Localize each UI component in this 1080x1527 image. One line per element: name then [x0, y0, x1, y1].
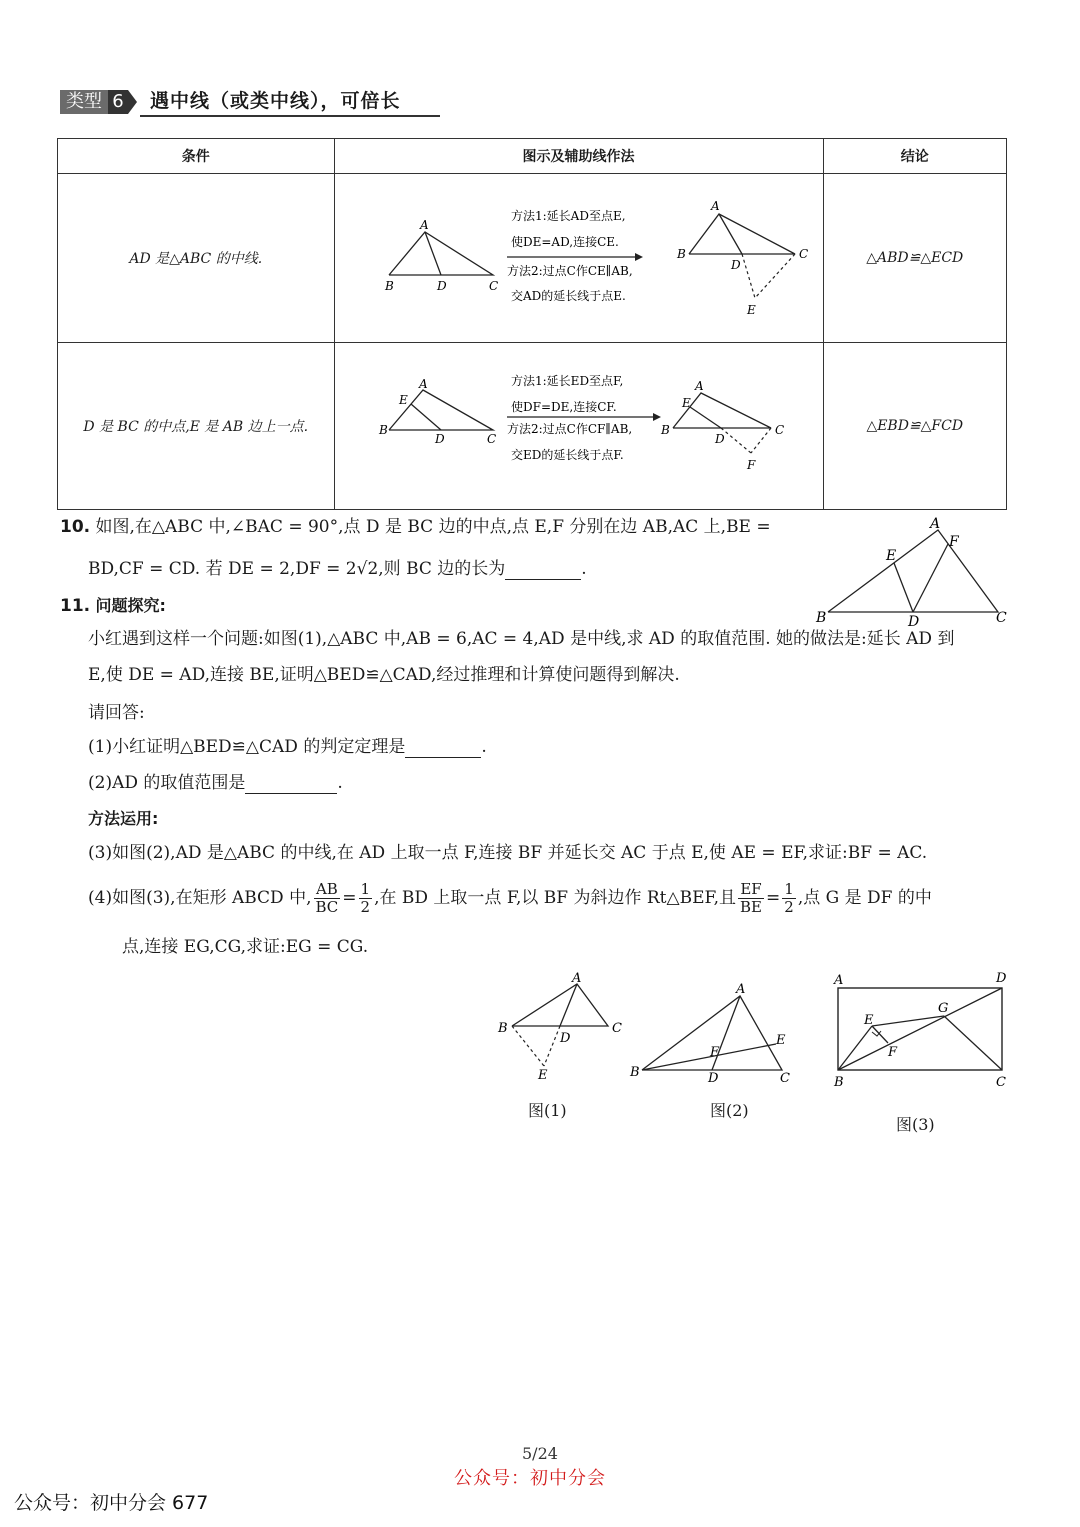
caption-figure-3: 图(3) [896, 1115, 935, 1134]
row2-extension [721, 428, 751, 453]
problem10-label-a: A [930, 516, 941, 532]
problem11-p2: E,使 DE = AD,连接 BE,证明△BED≌△CAD,经过推理和计算使问题得到解决. [88, 665, 680, 685]
fig1-triangle [512, 984, 608, 1026]
fig3-label-a: A [834, 973, 844, 988]
row1-method1: 方法1:延长AD至点E, [510, 209, 626, 223]
methods-table [57, 138, 1007, 510]
row2-right-label-f: F [746, 458, 755, 472]
problem10-label-f: F [949, 534, 959, 550]
row2-left-ed [411, 404, 441, 430]
fig2-label-e: E [776, 1033, 786, 1048]
fraction-one-half-1 [359, 881, 373, 916]
problem10-df [913, 544, 948, 612]
row2-right-label-a: A [694, 379, 704, 393]
row1-method1b: 使DE=AD,连接CE. [510, 235, 619, 249]
problem11-q2 [88, 772, 343, 794]
section-title: 遇中线（或类中线），可倍长 [150, 90, 401, 112]
problem11-q1-period: . [481, 737, 487, 757]
fig3-label-e: E [864, 1013, 874, 1028]
fig3-label-d: D [996, 971, 1007, 986]
row2-method1: 方法1:延长ED至点F, [510, 374, 623, 388]
problem11-p3: 请回答: [88, 703, 145, 723]
row1-right-triangle [689, 214, 795, 254]
fig3-gc [944, 1016, 1002, 1070]
equals-2: = [766, 888, 781, 908]
frac4-num: 1 [784, 879, 794, 898]
problem10-text2: BD,CF = CD. 若 DE = 2,DF = 2√2,则 BC 边的长为 [88, 559, 506, 579]
row2-left-label-d: D [434, 432, 445, 446]
type-label: 类型 [60, 90, 108, 114]
problem11-q4 [88, 876, 932, 920]
figure-3 [826, 966, 1016, 1096]
fig3-eg [872, 1016, 944, 1026]
problem10-label-b: B [816, 610, 827, 626]
row1-left-label-a: A [419, 218, 429, 232]
badge-arrow-icon [128, 90, 137, 114]
problem11-q4-line2: 点,连接 EG,CG,求证:EG = CG. [122, 937, 369, 957]
row2-left-label-b: B [378, 423, 388, 437]
row1-right-label-c: C [798, 247, 808, 261]
problem10-line1 [60, 516, 771, 538]
row1-left-median [425, 232, 441, 275]
row1-right-label-d: D [730, 258, 741, 272]
frac2-den: 2 [360, 897, 371, 916]
fig1-median [560, 984, 577, 1026]
row1-method2b: 交AD的延长线于点E. [510, 289, 626, 303]
row2-left-label-e: E [398, 393, 408, 407]
row1-right-label-a: A [710, 199, 720, 213]
row2-right-ed [690, 407, 721, 428]
fig3-be [838, 1026, 872, 1070]
fraction-ef-be [738, 881, 764, 916]
header-figure: 图示及辅助线作法 [334, 139, 823, 174]
fig1-be [512, 1026, 544, 1066]
fig3-diagonal-bd [838, 988, 1002, 1070]
fig1-label-b: B [498, 1021, 508, 1036]
row2-arrow-head-icon [653, 413, 661, 421]
fig3-label-b: B [834, 1075, 844, 1090]
fig2-label-a: A [736, 982, 746, 997]
page-number: 5/24 [522, 1444, 558, 1463]
problem11-head2: 方法运用: [88, 809, 159, 828]
problem11-q4-part-a: (4)如图(3),在矩形 ABCD 中, [88, 888, 312, 908]
problem11-head [60, 595, 166, 617]
row2-method2: 方法2:过点C作CF∥AB, [506, 422, 632, 436]
footer-left-text: 公众号：初中分会 677 [14, 1492, 209, 1514]
row2-condition: D 是 BC 的中点,E 是 AB 边上一点. [58, 343, 335, 510]
figure-2 [626, 978, 806, 1088]
row2-right-label-c: C [774, 423, 784, 437]
row2-left-label-c: C [486, 432, 496, 446]
fraction-ab-bc [314, 881, 341, 916]
fig1-label-d: D [560, 1031, 571, 1046]
row1-ce-line [755, 254, 795, 298]
header-condition: 条件 [58, 139, 335, 174]
problem10-number: 10. [60, 517, 91, 537]
problem11-q2-blank[interactable] [245, 775, 337, 794]
fig2-label-d: D [708, 1071, 719, 1086]
table-row [58, 174, 1007, 343]
fraction-one-half-2 [782, 881, 796, 916]
frac3-num: EF [738, 881, 764, 899]
row1-arrow-head-icon [635, 253, 643, 261]
fig1-label-c: C [612, 1021, 622, 1036]
problem11-q4-part-b: ,在 BD 上取一点 F,以 BF 为斜边作 Rt△BEF,且 [374, 888, 737, 908]
problem10-triangle [828, 530, 998, 612]
frac1-den: BC [315, 897, 339, 916]
row1-method2: 方法2:过点C作CE∥AB, [506, 264, 633, 278]
caption-figure-1: 图(1) [528, 1101, 567, 1120]
fig3-label-c: C [996, 1075, 1006, 1090]
type-number: 6 [108, 90, 128, 114]
problem10-label-d: D [908, 614, 920, 630]
row2-conclusion: △EBD≌△FCD [823, 343, 1006, 510]
problem10-figure [808, 512, 1028, 632]
equals-1: = [342, 888, 357, 908]
fig3-label-g: G [938, 1001, 949, 1016]
fig3-label-f: F [888, 1045, 898, 1060]
row2-right-label-b: B [660, 423, 670, 437]
problem11-q2-text: (2)AD 的取值范围是 [88, 773, 246, 793]
row2-diagram [335, 343, 823, 505]
row1-condition: AD 是△ABC 的中线. [58, 174, 335, 343]
row1-right-label-e: E [746, 303, 756, 317]
row2-method2b: 交ED的延长线于点F. [510, 448, 624, 462]
problem11-q1-blank[interactable] [405, 739, 481, 758]
row1-left-triangle [389, 232, 493, 275]
problem10-label-c: C [996, 610, 1007, 626]
problem10-period: . [581, 559, 587, 579]
frac3-den: BE [740, 897, 763, 916]
row1-extension [742, 254, 755, 298]
row1-left-label-d: D [436, 279, 447, 293]
row2-right-label-d: D [714, 432, 725, 446]
row1-left-label-c: C [488, 279, 498, 293]
problem10-de [894, 563, 913, 612]
row1-left-label-b: B [384, 279, 394, 293]
fig2-label-f: F [710, 1045, 720, 1060]
problem10-text1: 如图,在△ABC 中,∠BAC = 90°,点 D 是 BC 边的中点,点 E,F 分别在边 AB,AC 上,BE = [95, 517, 771, 537]
frac1-num: AB [314, 881, 341, 899]
row2-cf-line [751, 428, 771, 453]
problem10-answer-blank[interactable] [505, 561, 581, 580]
problem11-p1: 小红遇到这样一个问题:如图(1),△ABC 中,AB = 6,AC = 4,AD 是中线,求 AD 的取值范围. 她的做法是:延长 AD 到 [88, 629, 955, 649]
row1-diagram [335, 174, 823, 338]
title-underline [140, 115, 440, 117]
fig1-label-a: A [572, 971, 582, 986]
problem10-line2 [88, 558, 587, 580]
fig2-be [642, 1044, 776, 1070]
problem11-q1 [88, 736, 487, 758]
figure-1 [490, 970, 630, 1090]
problem11-q3: (3)如图(2),AD 是△ABC 的中线,在 AD 上取一点 F,连接 BF 并延长交 AC 于点 E,使 AE = EF,求证:BF = AC. [88, 843, 928, 863]
problem10-label-e: E [886, 548, 897, 564]
table-row [58, 343, 1007, 510]
row1-figure [334, 174, 823, 343]
problem11-q2-period: . [337, 773, 343, 793]
fig1-extension [544, 1026, 560, 1066]
row2-right-label-e: E [681, 396, 691, 410]
row2-left-label-a: A [418, 377, 428, 391]
row1-conclusion: △ABD≌△ECD [823, 174, 1006, 343]
problem11-q4-part-c: ,点 G 是 DF 的中 [797, 888, 932, 908]
frac2-num: 1 [360, 879, 371, 898]
fig1-label-e: E [538, 1068, 548, 1083]
row2-figure [334, 343, 823, 510]
frac4-den: 2 [784, 897, 794, 916]
row1-right-label-b: B [676, 247, 686, 261]
problem11-q1-text: (1)小红证明△BED≌△CAD 的判定定理是 [88, 737, 406, 757]
type-badge [60, 89, 137, 115]
footer-red-watermark: 公众号：初中分会 [454, 1468, 606, 1489]
table-header-row [58, 139, 1007, 174]
header-conclusion: 结论 [823, 139, 1006, 174]
row2-method1b: 使DF=DE,连接CF. [510, 400, 617, 414]
problem11-head1: 问题探究: [95, 596, 166, 615]
fig2-label-b: B [630, 1065, 640, 1080]
fig2-label-c: C [780, 1071, 790, 1086]
caption-figure-2: 图(2) [710, 1101, 749, 1120]
problem11-number: 11. [60, 596, 91, 616]
